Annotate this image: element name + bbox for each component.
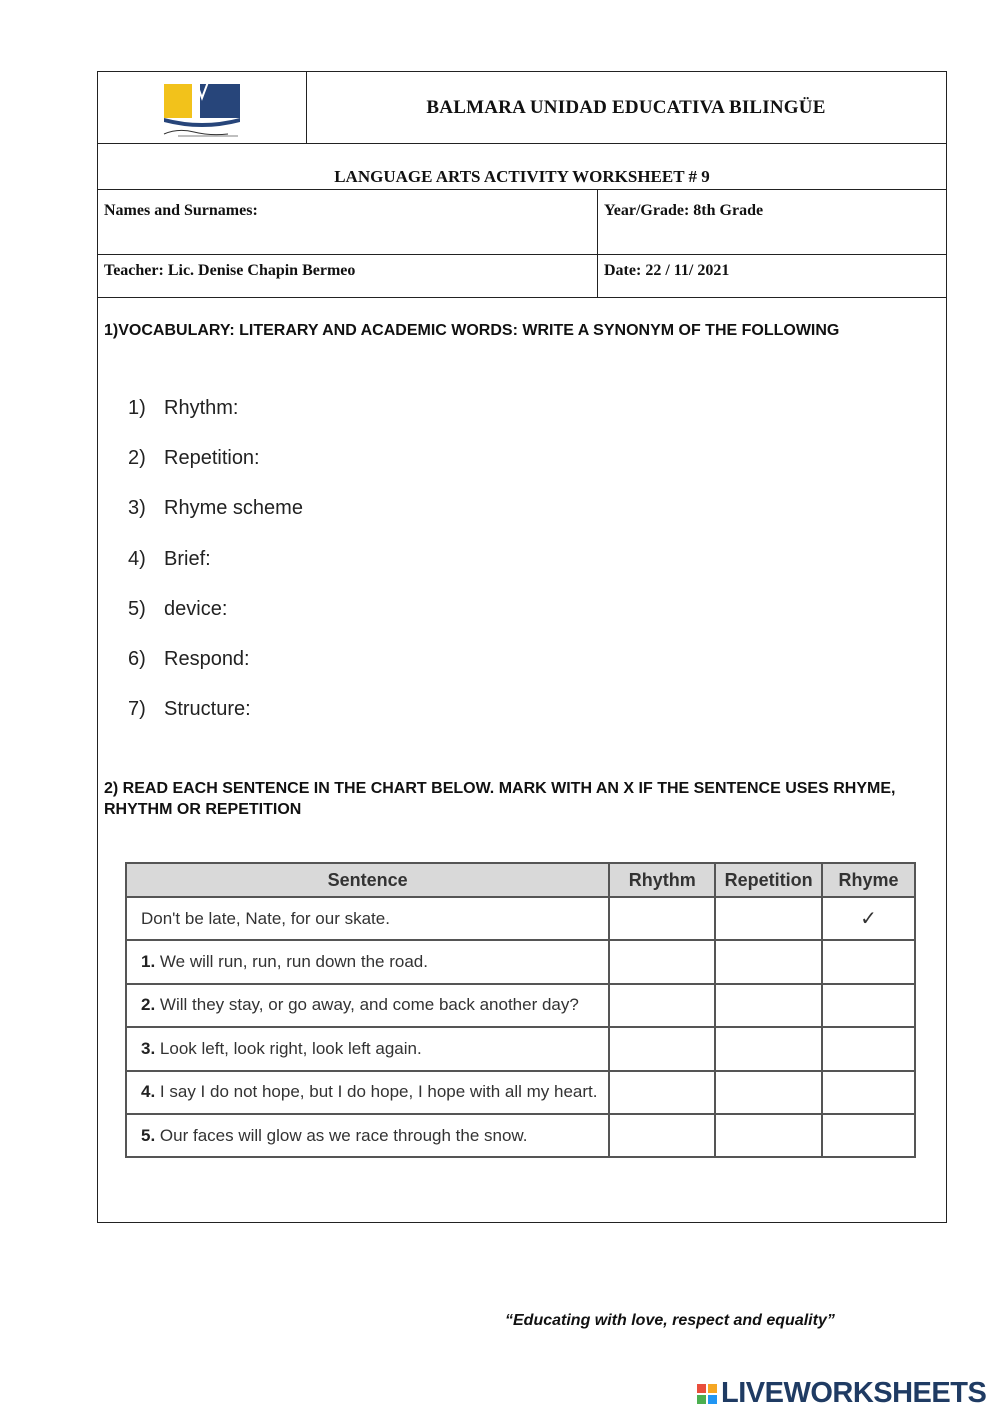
repetition-cell[interactable] [715, 984, 822, 1027]
liveworksheets-icon [697, 1384, 717, 1404]
section2-heading: 2) READ EACH SENTENCE IN THE CHART BELOW. MARK WITH AN X IF THE SENTENCE USES RHYME, RHYTHM OR REPETITION [104, 780, 896, 818]
rhythm-cell[interactable] [609, 1071, 715, 1114]
vocab-item[interactable]: 5) device: [128, 597, 228, 620]
table-row [126, 1114, 915, 1157]
repetition-cell[interactable] [715, 1071, 822, 1114]
sentence-cell: 1. We will run, run, run down the road. [126, 940, 609, 983]
vocab-item[interactable]: 1) Rhythm: [128, 397, 239, 419]
col-rhyme: Rhyme [822, 863, 915, 897]
liveworksheets-brand: LIVEWORKSHEETS [721, 1377, 987, 1409]
worksheet [97, 71, 947, 1223]
table-row [126, 1071, 915, 1114]
sentence-cell: 4. I say I do not hope, but I do hope, I hope with all my heart. [126, 1071, 609, 1114]
info-row-1 [98, 190, 946, 255]
vocab-list [128, 397, 303, 748]
grade-label: Year/Grade: 8th Grade [604, 202, 764, 219]
table-row-example [126, 897, 915, 940]
table-row [126, 1027, 915, 1070]
school-logo [98, 72, 307, 144]
col-repetition: Repetition [715, 863, 822, 897]
rhythm-cell[interactable] [609, 984, 715, 1027]
rhyme-cell[interactable] [822, 940, 915, 983]
rhyme-cell[interactable] [822, 1071, 915, 1114]
motto: “Educating with love, respect and equality” [505, 1312, 835, 1329]
repetition-cell[interactable] [715, 1114, 822, 1157]
vocab-item[interactable]: 6) Respond: [128, 647, 250, 670]
date-label: Date: 22 / 11/ 2021 [604, 262, 730, 279]
sentence-cell: 3. Look left, look right, look left again. [126, 1027, 609, 1070]
sentence-cell: 2. Will they stay, or go away, and come back another day? [126, 984, 609, 1027]
sentence-chart [125, 862, 916, 1158]
table-row [126, 940, 915, 983]
rhythm-cell[interactable] [609, 940, 715, 983]
rhythm-cell[interactable] [609, 897, 715, 940]
section1-heading: 1)VOCABULARY: LITERARY AND ACADEMIC WORDS: WRITE A SYNONYM OF THE FOLLOWING [104, 322, 840, 339]
rhyme-cell[interactable] [822, 984, 915, 1027]
col-sentence: Sentence [126, 863, 609, 897]
chart-header [126, 863, 915, 897]
header-row [98, 72, 946, 144]
vocab-item[interactable]: 2) Repetition: [128, 447, 260, 470]
rhythm-cell[interactable] [609, 1027, 715, 1070]
vocab-item[interactable]: 3) Rhyme scheme [128, 497, 303, 520]
school-name: BALMARA UNIDAD EDUCATIVA BILINGÜE [426, 97, 826, 118]
checkmark-icon: ✓ [822, 897, 915, 940]
repetition-cell[interactable] [715, 940, 822, 983]
liveworksheets-logo[interactable] [697, 1377, 986, 1410]
repetition-cell[interactable] [715, 897, 822, 940]
worksheet-title: LANGUAGE ARTS ACTIVITY WORKSHEET # 9 [98, 144, 946, 190]
vocab-item[interactable]: 4) Brief: [128, 547, 211, 570]
rhyme-cell[interactable] [822, 1114, 915, 1157]
table-row [126, 984, 915, 1027]
example-sentence: Don't be late, Nate, for our skate. [126, 897, 609, 940]
rhyme-cell[interactable] [822, 1027, 915, 1070]
names-field[interactable]: Names and Surnames: [98, 190, 598, 254]
teacher-label: Teacher: Lic. Denise Chapin Bermeo [98, 255, 598, 297]
sentence-cell: 5. Our faces will glow as we race through the snow. [126, 1114, 609, 1157]
col-rhythm: Rhythm [609, 863, 715, 897]
vocab-item[interactable]: 7) Structure: [128, 698, 251, 721]
rhythm-cell[interactable] [609, 1114, 715, 1157]
info-row-2 [98, 255, 946, 298]
repetition-cell[interactable] [715, 1027, 822, 1070]
